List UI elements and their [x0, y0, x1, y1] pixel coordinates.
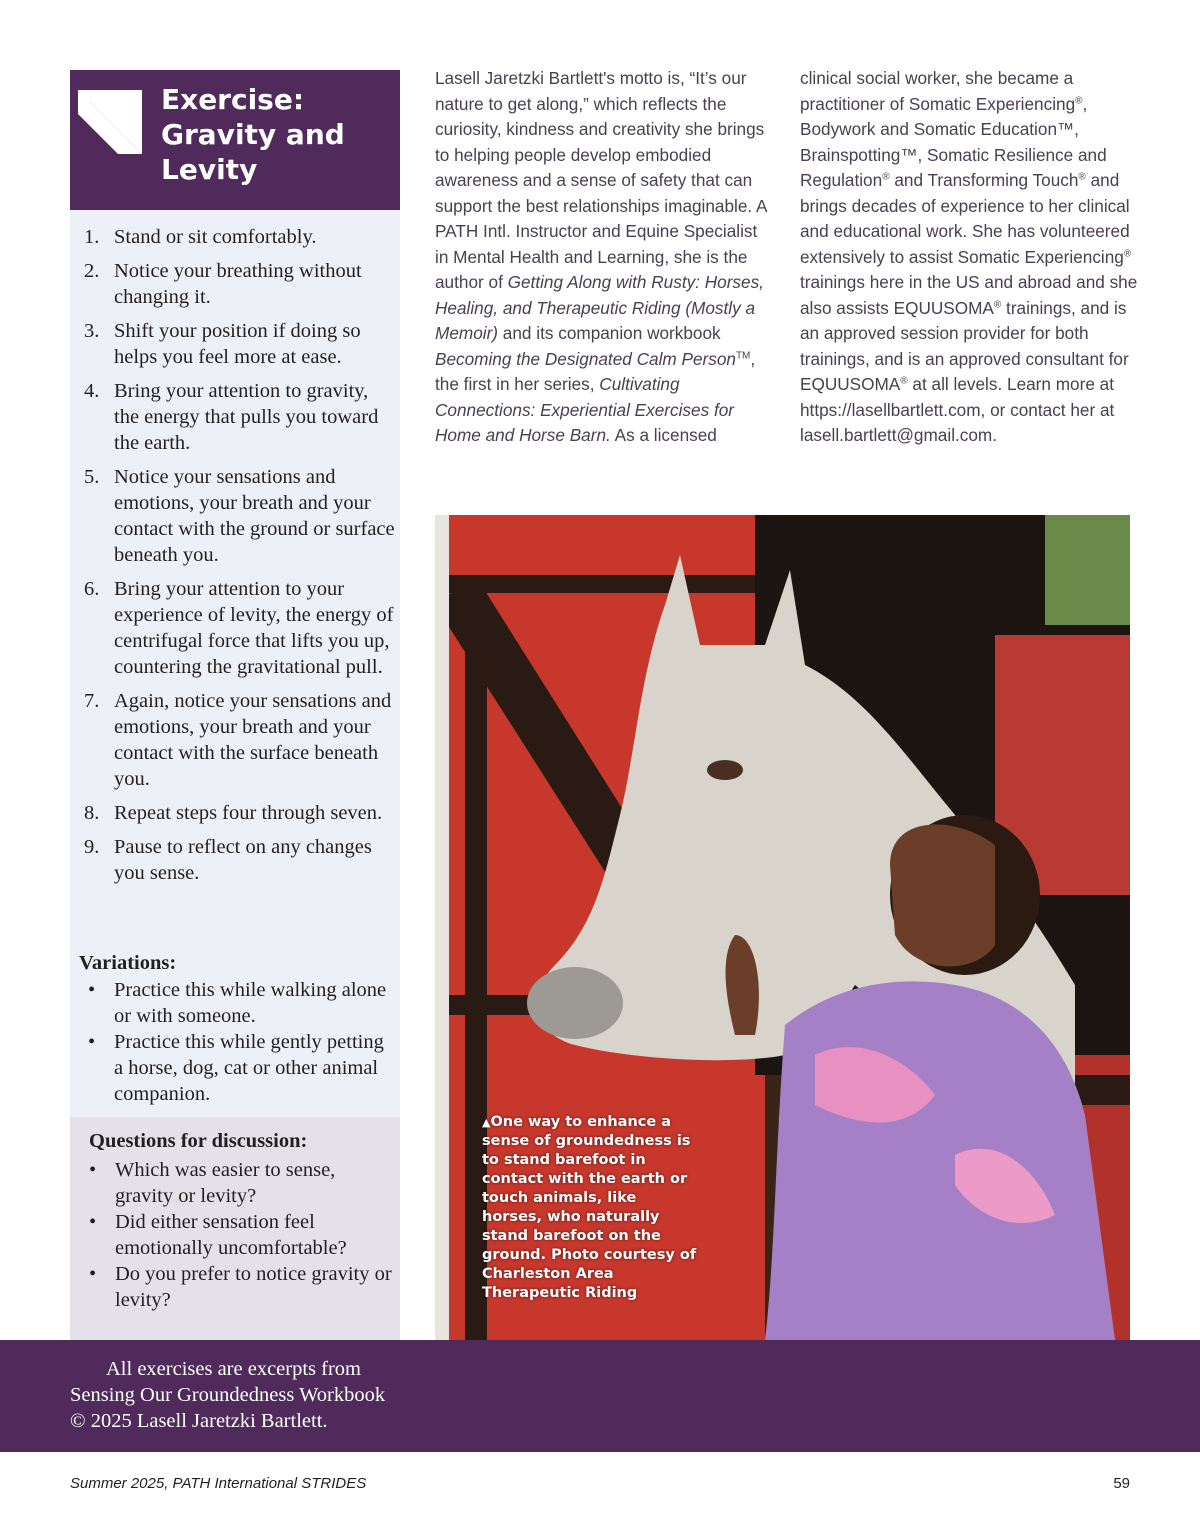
- questions-heading: Questions for discussion:: [89, 1130, 308, 1152]
- exercise-header: [70, 70, 400, 210]
- publication-footer: Summer 2025, PATH International STRIDES: [70, 1475, 367, 1492]
- step-item: 4. Bring your attention to gravity, the energy that pulls you toward the earth.: [84, 380, 379, 454]
- question-item: • Do you prefer to notice gravity or levity?: [89, 1263, 392, 1311]
- variation-item: • Practice this while walking alone or with someone.: [88, 979, 387, 1027]
- step-item: 3. Shift your position if doing so helps you feel more at ease.: [84, 320, 361, 368]
- bio-column-1: Lasell Jaretzki Bartlett's motto is, “It’s our nature to get along,” which reflects the curiosity, kindness and creativity she brings to helping people develop embodied awareness and a sense of safety that can support the best relationships imaginable. A PATH Intl. Instructor and Equine Specialist in Mental Health and Learning, she is the author of Getting Along with Rusty: Horses, Healing, and Therapeutic Riding (Mostly a Memoir) and its companion workbook Becoming the Designated Calm Person™, the first in her series, Cultivating Connections: Experiential Exercises for Home and Horse Barn. As a licensed: [435, 68, 767, 445]
- photo-caption: ▲One way to enhance a sense of groundedness is to stand barefoot in contact with the earth or touch animals, like horses, who naturally stand barefoot on the ground. Photo courtesy of Charleston Area Therapeutic Riding: [482, 1114, 697, 1301]
- question-item: • Did either sensation feel emotionally uncomfortable?: [89, 1211, 347, 1259]
- step-item: 1. Stand or sit comfortably.: [84, 226, 317, 248]
- questions-list: [85, 1157, 395, 1313]
- bio-column-2: clinical social worker, she became a practitioner of Somatic Experiencing®, Bodywork and Somatic Education™, Brainspotting™, Somatic Resilience and Regulation® and Transforming Touch® and brings decades of experience to her clinical and educational work. She has volunteered extensively to assist Somatic Experiencing® trainings here in the US and abroad and she also assists EQUUSOMA® trainings, and is an approved session provider for both trainings, and is an approved consultant for EQUUSOMA® at all levels. Learn more at https://lasellbartlett.com, or contact her at lasell.bartlett@gmail.com.: [800, 68, 1138, 445]
- page-number: 59: [1113, 1475, 1130, 1492]
- variations-list: [84, 977, 396, 1107]
- exercise-title: Exercise: Gravity and Levity: [161, 83, 345, 186]
- variations-heading: Variations:: [79, 952, 177, 974]
- step-item: 7. Again, notice your sensations and emotions, your breath and your contact with the surface beneath you.: [84, 690, 392, 790]
- step-item: 6. Bring your attention to your experience of levity, the energy of centrifugal force that lifts you up, countering the gravitational pull.: [84, 578, 394, 678]
- step-item: 5. Notice your sensations and emotions, your breath and your contact with the ground or surface beneath you.: [84, 466, 395, 566]
- corner-mark-icon: [78, 90, 142, 154]
- variation-item: • Practice this while gently petting a horse, dog, cat or other animal companion.: [88, 1031, 384, 1105]
- questions-box: [70, 1117, 400, 1340]
- exercise-sidebar: [70, 70, 400, 1340]
- horse-and-girl-photo: [435, 515, 1130, 1340]
- step-item: 2. Notice your breathing without changing it.: [84, 260, 362, 308]
- credit-band: [0, 1340, 1200, 1452]
- question-item: • Which was easier to sense, gravity or levity?: [89, 1159, 336, 1207]
- exercise-steps: [84, 224, 396, 894]
- credit-text: All exercises are excerpts from Sensing Our Groundedness Workbook © 2025 Lasell Jaretzki Bartlett.: [70, 1358, 386, 1432]
- step-item: 8. Repeat steps four through seven.: [84, 802, 383, 824]
- step-item: 9. Pause to reflect on any changes you sense.: [84, 836, 372, 884]
